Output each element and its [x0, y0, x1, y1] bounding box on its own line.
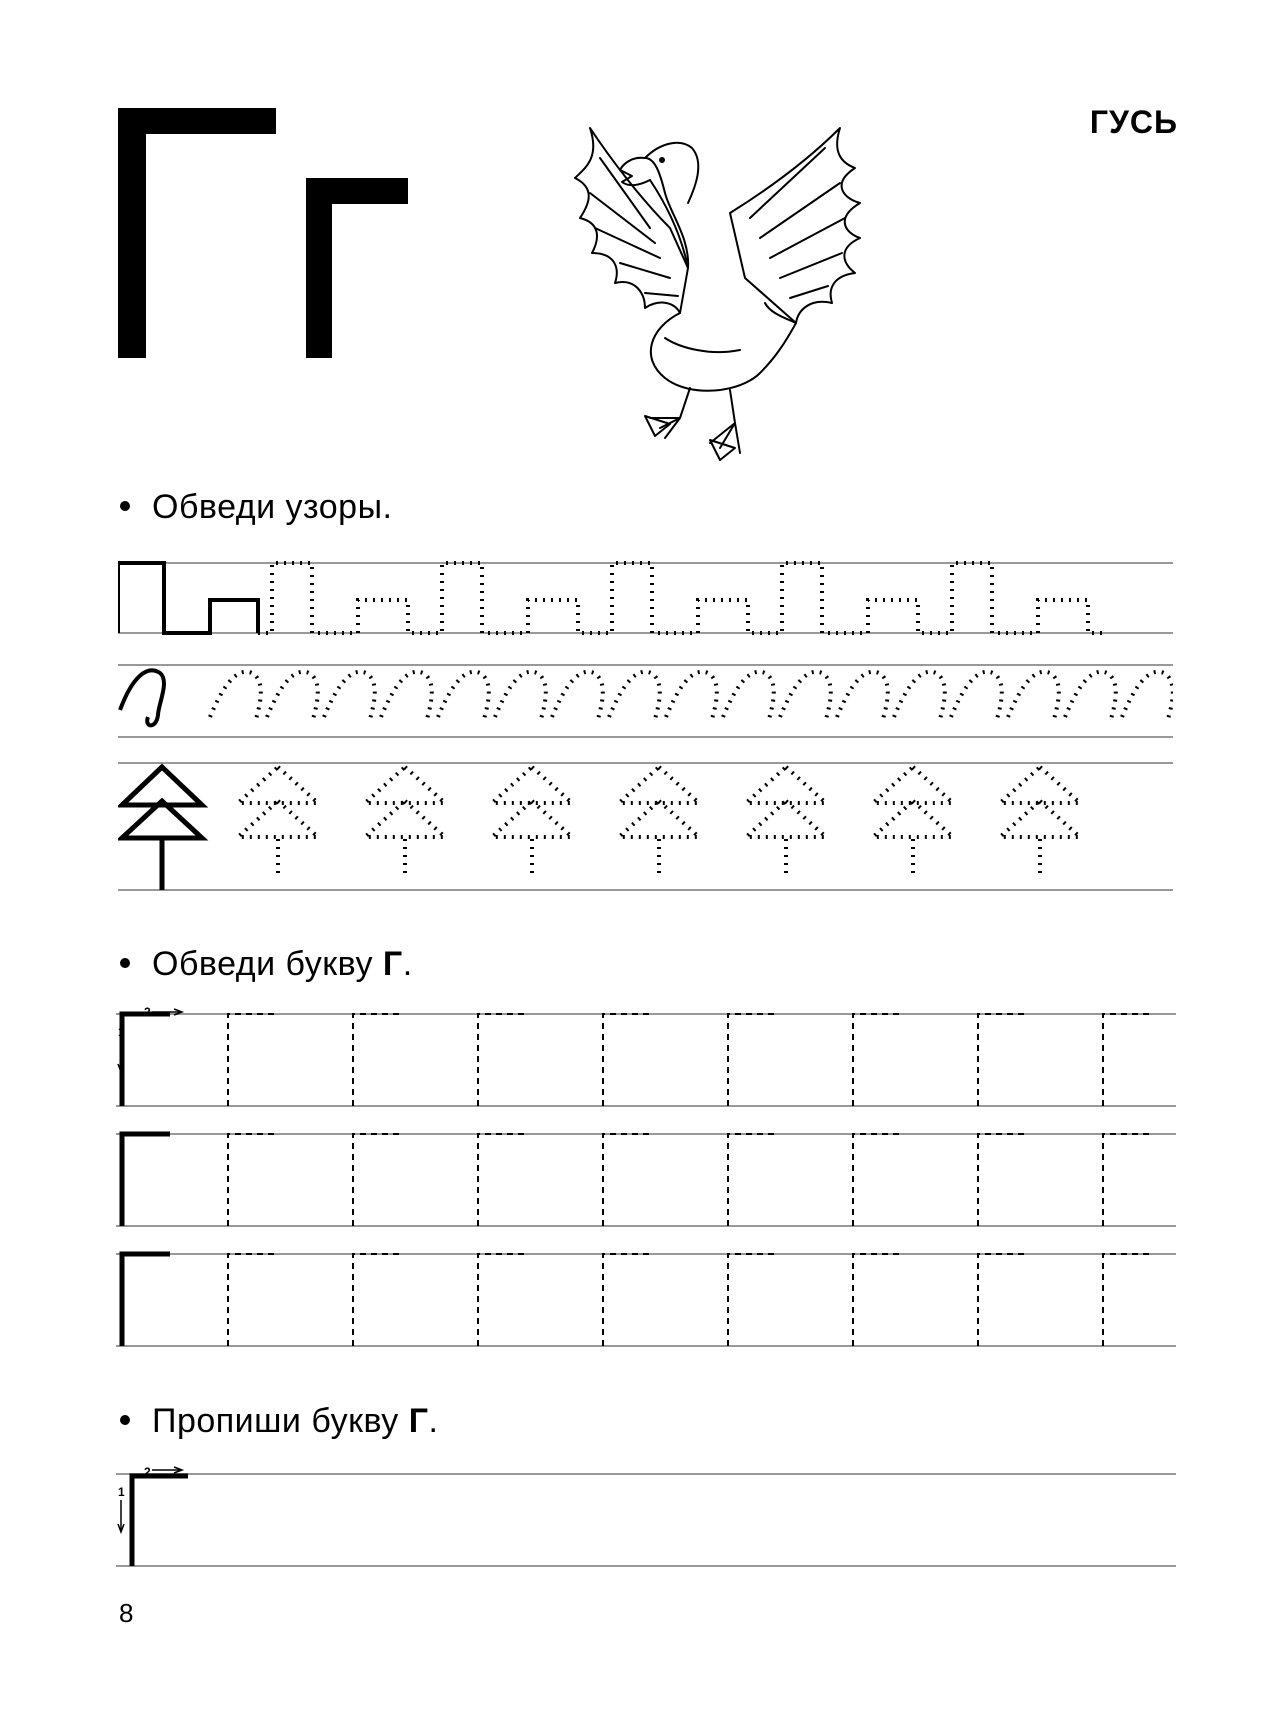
cursive-dotted [267, 672, 318, 719]
trace-row [116, 1014, 1176, 1106]
cursive-dotted [495, 672, 546, 719]
sample-letter-g [122, 1254, 170, 1346]
dashed-letter-g [478, 1254, 526, 1346]
cursive-dotted [210, 672, 261, 719]
cursive-dotted [324, 672, 375, 719]
cursive-dotted [1122, 672, 1173, 719]
dashed-letter-g [603, 1134, 651, 1226]
dashed-letter-g [603, 1254, 651, 1346]
tree-dotted-bottom [365, 801, 445, 837]
stroke-number-2: 2 [144, 1465, 151, 1479]
cursive-dotted [723, 672, 774, 719]
dashed-letter-g [853, 1254, 901, 1346]
cursive-dotted [1008, 672, 1059, 719]
word-label: ГУСЬ [1089, 104, 1178, 140]
task-write-letter [120, 1402, 438, 1441]
task-letter: Г [382, 945, 403, 983]
dashed-letter-g [478, 1134, 526, 1226]
dashed-letter-g [353, 1254, 401, 1346]
meander-dotted [258, 563, 1108, 633]
dashed-letter-g [353, 1134, 401, 1226]
cursive-dotted [780, 672, 831, 719]
cursive-dotted [438, 672, 489, 719]
tree-dotted-bottom [619, 801, 699, 837]
dashed-letter-g [228, 1014, 276, 1106]
stroke-number-1: 1 [118, 1025, 125, 1039]
tree-dotted-top [238, 767, 318, 803]
task-label: Обведи узоры. [152, 488, 393, 526]
stroke-number-2: 2 [144, 1005, 151, 1019]
dashed-letter-g [603, 1014, 651, 1106]
dashed-letter-g [978, 1134, 1026, 1226]
tree-dotted-bottom [746, 801, 826, 837]
cursive-dotted [552, 672, 603, 719]
pattern-rows [118, 555, 1173, 905]
bullet-icon [120, 1415, 130, 1425]
dashed-letter-g [1103, 1134, 1151, 1226]
trace-row [116, 1134, 1176, 1226]
dashed-letter-g [978, 1254, 1026, 1346]
cursive-dotted [381, 672, 432, 719]
tree-dotted-top [619, 767, 699, 803]
dashed-letter-g [978, 1014, 1026, 1106]
dashed-letter-g [353, 1014, 401, 1106]
sample-letter-g [122, 1014, 170, 1106]
tree-dotted-top [365, 767, 445, 803]
dashed-letter-g [1103, 1254, 1151, 1346]
tree-dotted-bottom [1000, 801, 1080, 837]
dashed-letter-g [228, 1134, 276, 1226]
tree-dotted-bottom [873, 801, 953, 837]
tree-dotted-top [492, 767, 572, 803]
uppercase-g-shape [118, 108, 276, 358]
tree-sample [122, 767, 202, 890]
cursive-dotted [837, 672, 888, 719]
task-label: Обведи букву [152, 945, 383, 983]
sample-letter-g [122, 1134, 170, 1226]
dashed-letter-g [853, 1134, 901, 1226]
tree-dotted-bottom [492, 801, 572, 837]
cursive-dotted [666, 672, 717, 719]
trace-row [116, 1254, 1176, 1346]
task-period: . [428, 1402, 439, 1440]
stroke-number-1: 1 [118, 1485, 125, 1499]
cursive-dotted [609, 672, 660, 719]
dashed-letter-g [728, 1254, 776, 1346]
task-letter: Г [408, 1402, 429, 1440]
tree-dotted-top [746, 767, 826, 803]
goose-illustration [570, 118, 930, 478]
tree-dotted-top [873, 767, 953, 803]
dashed-letter-g [228, 1254, 276, 1346]
bullet-icon [120, 958, 130, 968]
task-label: Пропиши букву [152, 1402, 409, 1440]
big-letters [118, 108, 418, 368]
bullet-icon [120, 501, 130, 511]
tree-dotted-top [1000, 767, 1080, 803]
task-period: . [402, 945, 413, 983]
lowercase-g-shape [306, 178, 408, 358]
task-trace-letter [120, 945, 413, 984]
task-trace-patterns [120, 488, 392, 527]
page-number: 8 [119, 1598, 134, 1628]
dashed-letter-g [728, 1134, 776, 1226]
sample-letter-g [132, 1476, 188, 1566]
cursive-dotted [1065, 672, 1116, 719]
tree-dotted-bottom [238, 801, 318, 837]
dashed-letter-g [853, 1014, 901, 1106]
dashed-letter-g [1103, 1014, 1151, 1106]
cursive-dotted [951, 672, 1002, 719]
cursive-dotted [894, 672, 945, 719]
dashed-letter-g [478, 1014, 526, 1106]
letter-trace-rows [116, 1000, 1176, 1360]
meander-sample [118, 563, 258, 633]
cursive-sample [120, 670, 164, 725]
write-row [116, 1460, 1176, 1580]
dashed-letter-g [728, 1014, 776, 1106]
letter-g-glyphs [118, 108, 418, 368]
